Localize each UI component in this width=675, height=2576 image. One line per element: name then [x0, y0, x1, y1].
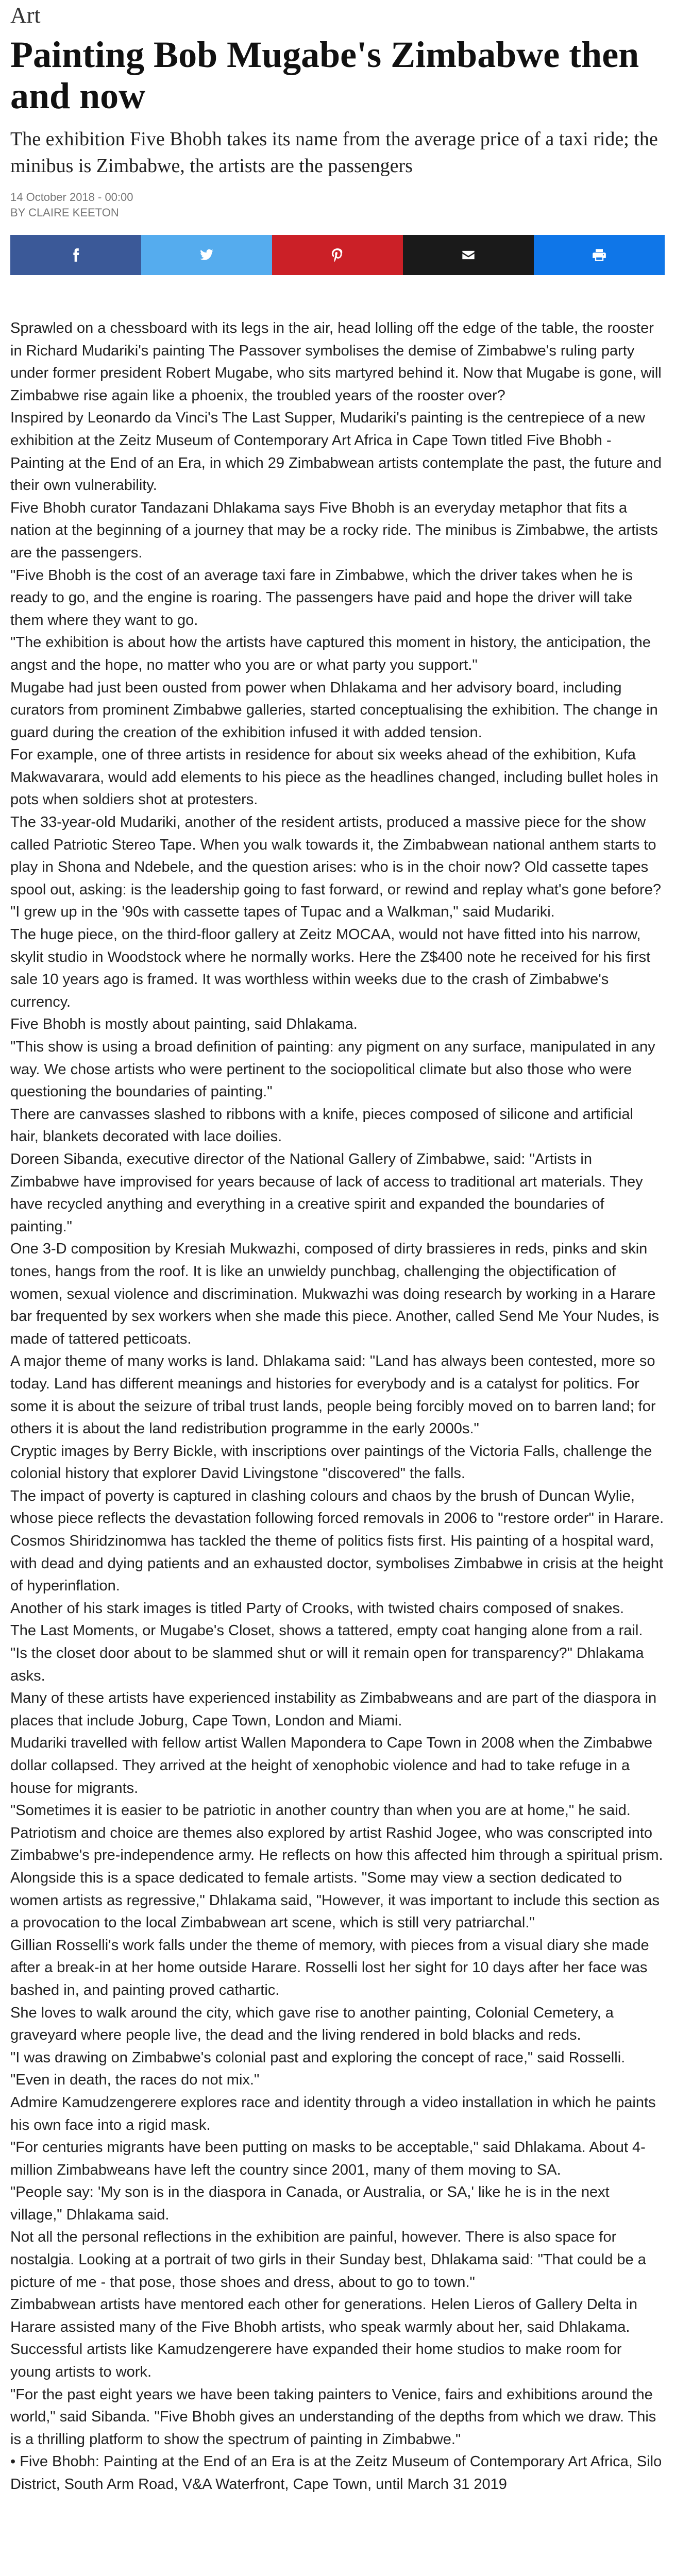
article-paragraph: One 3-D composition by Kresiah Mukwazhi, composed of dirty brassieres in reds, pinks and skin tones, hangs from the roof. It is like an unwieldy punchbag, challenging the objectification of women, sexual violence and discrimination. Mukwazhi was doing research by working in a Harare bar frequented by sex workers when she made this piece. Another, called Send Me Your Nudes, is made of tattered petticoats. [10, 1241, 660, 1347]
article-paragraph: The huge piece, on the third-floor gallery at Zeitz MOCAA, would not have fitted into his narrow, skylit studio in Woodstock where he normally works. Here the Z$400 note he received for his first sale 10 years ago is framed. It was worthless within weeks due to the crash of Zimbabwe's currency. [10, 926, 651, 1010]
article-paragraph: Admire Kamudzengerere explores race and identity through a video installation in which he paints his own face into a rigid mask. [10, 2094, 656, 2133]
article-paragraph: Sprawled on a chessboard with its legs in the air, head lolling off the edge of the table, the rooster in Richard Mudariki's painting The Passover symbolises the demise of Zimbabwe's ruling party under former president Robert Mugabe, who sits martyred behind it. Now that Mugabe is gone, will Zimbabwe rise again like a phoenix, the troubled years of the rooster over? [10, 320, 662, 404]
article-page [0, 4, 675, 2496]
article-paragraph: Inspired by Leonardo da Vinci's The Last Supper, Mudariki's painting is the centrepiece of a new exhibition at the Zeitz Museum of Contemporary Art Africa in Cape Town titled Five Bhobh - Painting at the End of an Era, in which 29 Zimbabwean artists contemplate the past, the future and their own vulnerability. [10, 410, 662, 494]
publish-date: 14 October 2018 - 00:00 [10, 191, 133, 204]
share-email-button[interactable] [403, 235, 534, 275]
share-twitter-button[interactable] [141, 235, 272, 275]
twitter-icon [199, 248, 214, 262]
article-paragraph: "I was drawing on Zimbabwe's colonial past and exploring the concept of race," said Rosselli. "Even in death, the races do not mix." [10, 2049, 626, 2089]
article-paragraph: "I grew up in the '90s with cassette tapes of Tupac and a Walkman," said Mudariki. [10, 904, 555, 921]
article-standfirst: The exhibition Five Bhobh takes its name from the average price of a taxi ride; the minibus is Zimbabwe, the artists are the passengers [10, 128, 658, 177]
article-paragraph: "People say: 'My son is in the diaspora in Canada, or Australia, or SA,' like he is in the next village," Dhlakama said. [10, 2184, 610, 2223]
section-label[interactable]: Art [10, 3, 41, 28]
article-paragraph: Another of his stark images is titled Party of Crooks, with twisted chairs composed of snakes. [10, 1600, 625, 1617]
share-facebook-button[interactable] [10, 235, 141, 275]
share-bar [10, 235, 665, 275]
share-print-button[interactable] [534, 235, 665, 275]
article-paragraph: The impact of poverty is captured in clashing colours and chaos by the brush of Duncan Wylie, whose piece reflects the devastation following forced removals in 2006 to "restore order" in Harare. [10, 1487, 664, 1527]
article-paragraph: Five Bhobh curator Tandazani Dhlakama says Five Bhobh is an everyday metaphor that fits a nation at the beginning of a journey that may be a rocky ride. The minibus is Zimbabwe, the artists are the passengers. [10, 499, 658, 561]
article-paragraph: "Is the closet door about to be slammed shut or will it remain open for transparency?" Dhlakama asks. [10, 1645, 644, 1684]
article-paragraph: "The exhibition is about how the artists have captured this moment in history, the anticipation, the angst and the hope, no matter who you are or what party you support." [10, 634, 651, 673]
article-paragraph: Mudariki travelled with fellow artist Wallen Mapondera to Cape Town in 2008 when the Zimbabwe dollar collapsed. They arrived at the height of xenophobic violence and had to take refuge in a house for migrants. [10, 1735, 653, 1797]
article-paragraph: Five Bhobh is mostly about painting, said Dhlakama. [10, 1016, 358, 1033]
article-paragraph: Cosmos Shiridzinomwa has tackled the theme of politics fists first. His painting of a hospital ward, with dead and dying patients and an exhausted doctor, symbolises Zimbabwe in crisis at the height of hyperinflation. [10, 1533, 664, 1595]
article-paragraph: Not all the personal reflections in the exhibition are painful, however. There is also space for nostalgia. Looking at a portrait of two girls in their Sunday best, Dhlakama said: "That could be a picture of me - that pose, those shoes and dress, about to go to town." [10, 2229, 646, 2291]
envelope-icon [461, 248, 476, 262]
article-paragraph: Doreen Sibanda, executive director of the National Gallery of Zimbabwe, said: "Artists in Zimbabwe have improvised for years because of lack of access to traditional art materials. They have recycled anything and everything in a creative spirit and expanded the boundaries of painting." [10, 1150, 643, 1235]
article-paragraph: There are canvasses slashed to ribbons with a knife, pieces composed of silicone and artificial hair, blankets decorated with lace doilies. [10, 1106, 633, 1145]
article-paragraph: A major theme of many works is land. Dhlakama said: "Land has always been contested, more so today. Land has different meanings and histories for everybody and is a catalyst for politics. For some it is about the seizure of tribal trust lands, people being forcibly moved on to barren land; for others it is about the land redistribution programme in the early 2000s." [10, 1353, 656, 1437]
article-paragraph: Alongside this is a space dedicated to female artists. "Some may view a section dedicated to women artists as regressive," Dhlakama said, "However, it was important to include this section as a provocation to the local Zimbabwean art scene, which is still very patriarchal." [10, 1869, 660, 1931]
article-paragraph: Zimbabwean artists have mentored each other for generations. Helen Lieros of Gallery Delta in Harare assisted many of the Five Bhobh artists, who speak warmly about her, said Dhlakama. Successful artists like Kamudzengerere have expanded their home studios to make room for young artists to work. [10, 2296, 638, 2381]
pinterest-icon [330, 248, 345, 262]
article-paragraph: Many of these artists have experienced instability as Zimbabweans and are part of the diaspora in places that include Joburg, Cape Town, London and Miami. [10, 1690, 657, 1729]
article-paragraph: Gillian Rosselli's work falls under the theme of memory, with pieces from a visual diary she made after a break-in at her home outside Harare. Rosselli lost her sight for 10 days after her face was bashed in, and painting proved cathartic. [10, 1937, 649, 1998]
exhibition-info: • Five Bhobh: Painting at the End of an Era is at the Zeitz Museum of Contemporary Art Africa, Silo District, South Arm Road, V&A Waterfront, Cape Town, until March 31 2019 [10, 2453, 662, 2493]
article-paragraph: Mugabe had just been ousted from power when Dhlakama and her advisory board, including curators from prominent Zimbabwe galleries, started conceptualising the exhibition. The change in guard during the creation of the exhibition infused it with added tension. [10, 679, 658, 741]
article-headline: Painting Bob Mugabe's Zimbabwe then and now [10, 34, 639, 116]
article-paragraph: For example, one of three artists in residence for about six weeks ahead of the exhibition, Kufa Makwavarara, would add elements to his piece as the headlines changed, including bullet holes in pots when soldiers shot at protesters. [10, 747, 659, 808]
article-paragraph: She loves to walk around the city, which gave rise to another painting, Colonial Cemetery, a graveyard where people live, the dead and the living rendered in bold blacks and reds. [10, 2004, 614, 2044]
article-paragraph: "For centuries migrants have been putting on masks to be acceptable," said Dhlakama. About 4-million Zimbabweans have left the country since 2001, many of them moving to SA. [10, 2139, 646, 2178]
article-paragraph: Cryptic images by Berry Bickle, with inscriptions over paintings of the Victoria Falls, challenge the colonial history that explorer David Livingstone "discovered" the falls. [10, 1443, 652, 1482]
article-paragraph: "This show is using a broad definition of painting: any pigment on any surface, manipulated in any way. We chose artists who were pertinent to the sociopolitical climate but also those who were questioning the boundaries of painting." [10, 1039, 655, 1100]
article-paragraph: "Sometimes it is easier to be patriotic in another country than when you are at home," he said. Patriotism and choice are themes also explored by artist Rashid Jogee, who was conscripted into Zimbabwe's pre-independence army. He reflects on how this affected him through a spiritual prism. [10, 1802, 663, 1864]
article-paragraph: "For the past eight years we have been taking painters to Venice, fairs and exhibitions around the world," said Sibanda. "Five Bhobh gives an understanding of the depths from which we draw. This is a thrilling platform to show the spectrum of painting in Zimbabwe." [10, 2386, 656, 2448]
facebook-icon [69, 248, 83, 262]
share-pinterest-button[interactable] [272, 235, 403, 275]
article-paragraph: "Five Bhobh is the cost of an average taxi fare in Zimbabwe, which the driver takes when he is ready to go, and the engine is roaring. The passengers have paid and hope the driver will take them where they want to go. [10, 567, 633, 629]
byline: BY CLAIRE KEETON [10, 206, 119, 219]
printer-icon [592, 248, 606, 262]
article-paragraph: The Last Moments, or Mugabe's Closet, shows a tattered, empty coat hanging alone from a rail. [10, 1622, 643, 1639]
article-paragraph: The 33-year-old Mudariki, another of the resident artists, produced a massive piece for the show called Patriotic Stereo Tape. When you walk towards it, the Zimbabwean national anthem starts to play in Shona and Ndebele, and the question arises: who is in the choir now? Old cassette tapes spool out, asking: is the leadership going to fast forward, or rewind and replay what's gone before? [10, 814, 661, 898]
article-body [10, 317, 665, 2496]
